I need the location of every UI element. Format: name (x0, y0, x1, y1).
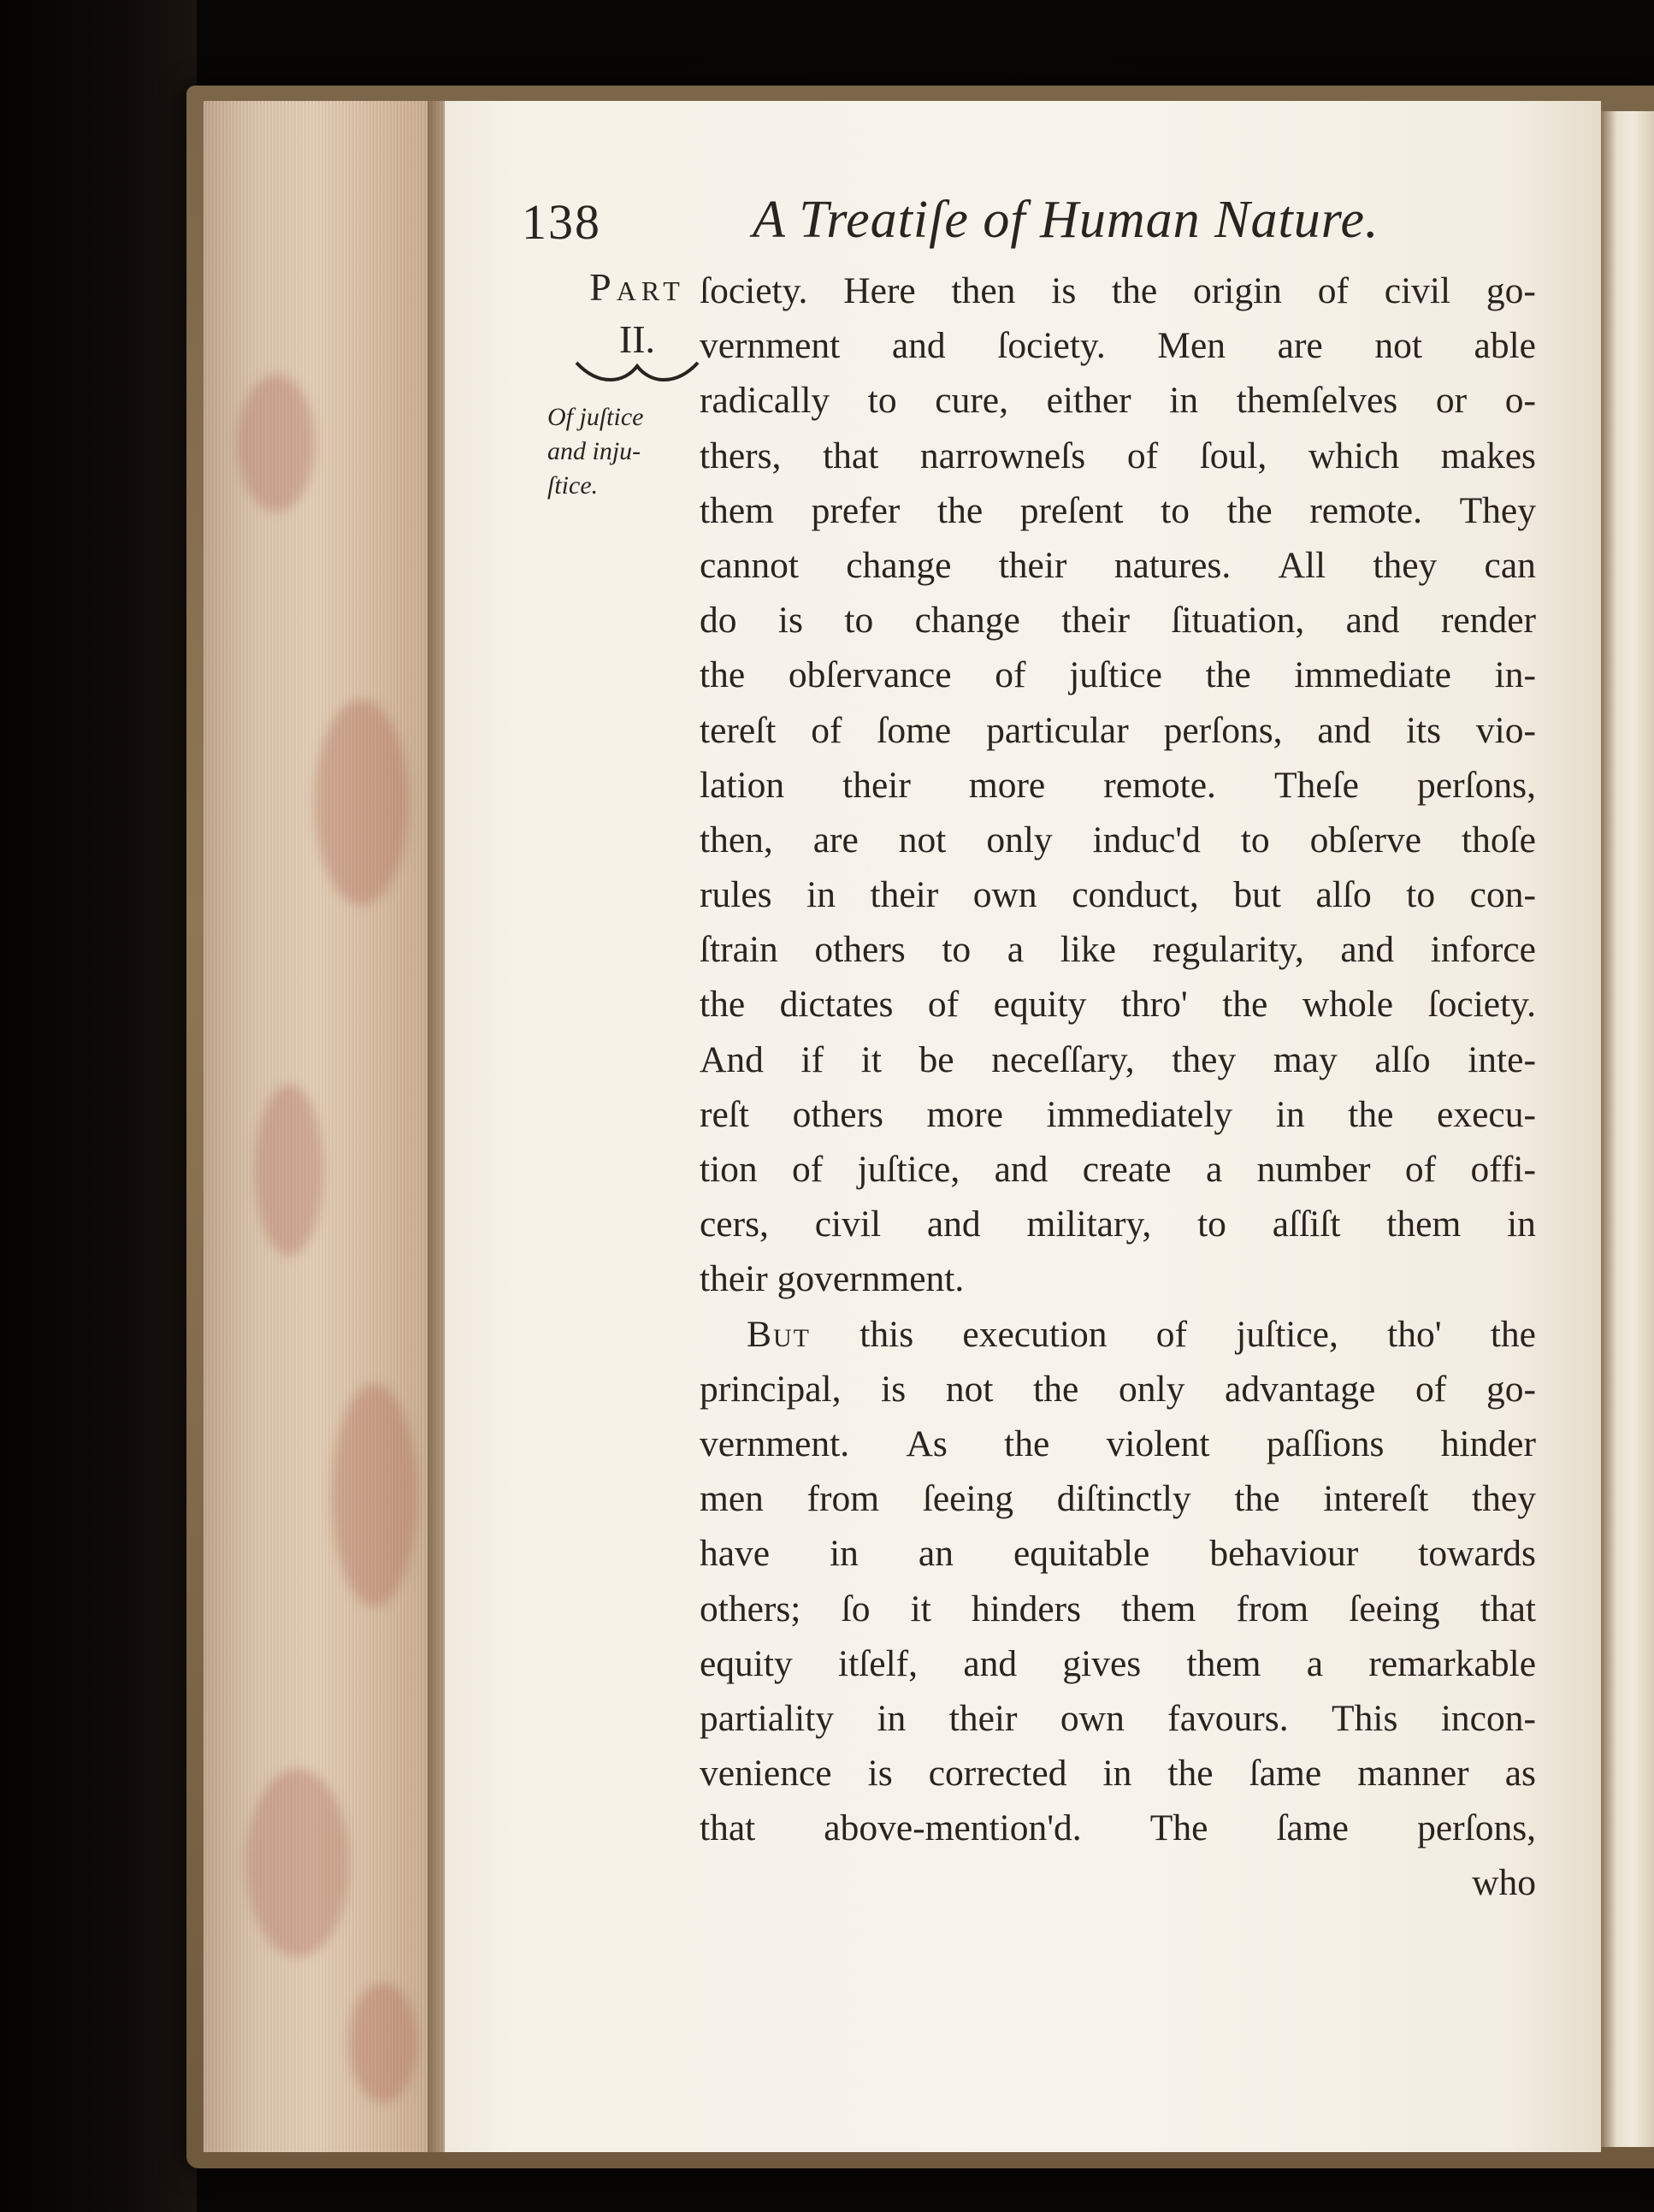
margin-note-line: Of juſtice (547, 403, 644, 431)
part-number: II. (618, 317, 656, 361)
text-line: cers, civil and military, to aſſiſt them in (700, 1204, 1536, 1245)
dark-backdrop (0, 0, 197, 2212)
text-line: lation their more remote. Theſe perſons, (700, 764, 1536, 806)
part-label: Part (589, 265, 685, 309)
text-line: rules in their own conduct, but alſo to con- (700, 874, 1536, 916)
text-line: principal, is not the only advantage of go- (700, 1368, 1536, 1410)
page-fore-edge (204, 101, 445, 2152)
text-line: others; ſo it hinders them from ſeeing that (700, 1588, 1536, 1629)
text-line: And if it be neceſſary, they may alſo inte- (700, 1038, 1536, 1080)
text-line: cannot change their natures. All they can (700, 544, 1536, 586)
text-line: But this execution of juſtice, tho' the (747, 1313, 1536, 1355)
text-line: vernment. As the violent paſſions hinder (700, 1422, 1536, 1464)
text-line: the obſervance of juſtice the immediate in- (700, 654, 1536, 696)
text-line: reſt others more immediately in the execu- (700, 1093, 1536, 1135)
margin-note (547, 400, 714, 503)
text-line: vernment and ſociety. Men are not able (700, 325, 1536, 367)
text-line: ſociety. Here then is the origin of civil go- (700, 270, 1536, 311)
running-head: A Treatiſe of Human Nature. (753, 191, 1379, 249)
text-line: venience is corrected in the ſame manner as (700, 1753, 1536, 1795)
text-line: tion of juſtice, and create a number of offi- (700, 1149, 1536, 1190)
margin-note-line: and inju- (547, 437, 641, 465)
text-line: tereſt of ſome particular perſons, and its vio- (700, 709, 1536, 751)
text-line: their government. (700, 1258, 965, 1300)
text-line: men from ſeeing diſtinctly the intereſt they (700, 1478, 1536, 1520)
text-line: them prefer the preſent to the remote. They (700, 489, 1536, 531)
text-line: thers, that narrowneſs of ſoul, which makes (700, 435, 1536, 476)
text-line: who (1472, 1862, 1536, 1904)
page-number: 138 (522, 194, 601, 250)
text-line: do is to change their ſituation, and render (700, 600, 1536, 642)
facing-page-gutter (1601, 111, 1654, 2147)
text-line: ſtrain others to a like regularity, and inforce (700, 929, 1536, 971)
text-line: radically to cure, either in themſelves or o- (700, 380, 1536, 422)
text-line: equity itſelf, and gives them a remarkable (700, 1642, 1536, 1684)
text-line: have in an equitable behaviour towards (700, 1533, 1536, 1575)
text-line: partiality in their own favours. This incon- (700, 1697, 1536, 1739)
body-text (700, 263, 1536, 1911)
book-page (445, 101, 1601, 2152)
margin-note-line: ſtice. (547, 471, 599, 500)
text-line: then, are not only induc'd to obſerve thoſe (700, 819, 1536, 861)
margin-part-label (560, 265, 714, 388)
text-line: the dictates of equity thro' the whole ſociety. (700, 984, 1536, 1026)
text-line: that above-mention'd. The ſame perſons, (700, 1807, 1536, 1849)
